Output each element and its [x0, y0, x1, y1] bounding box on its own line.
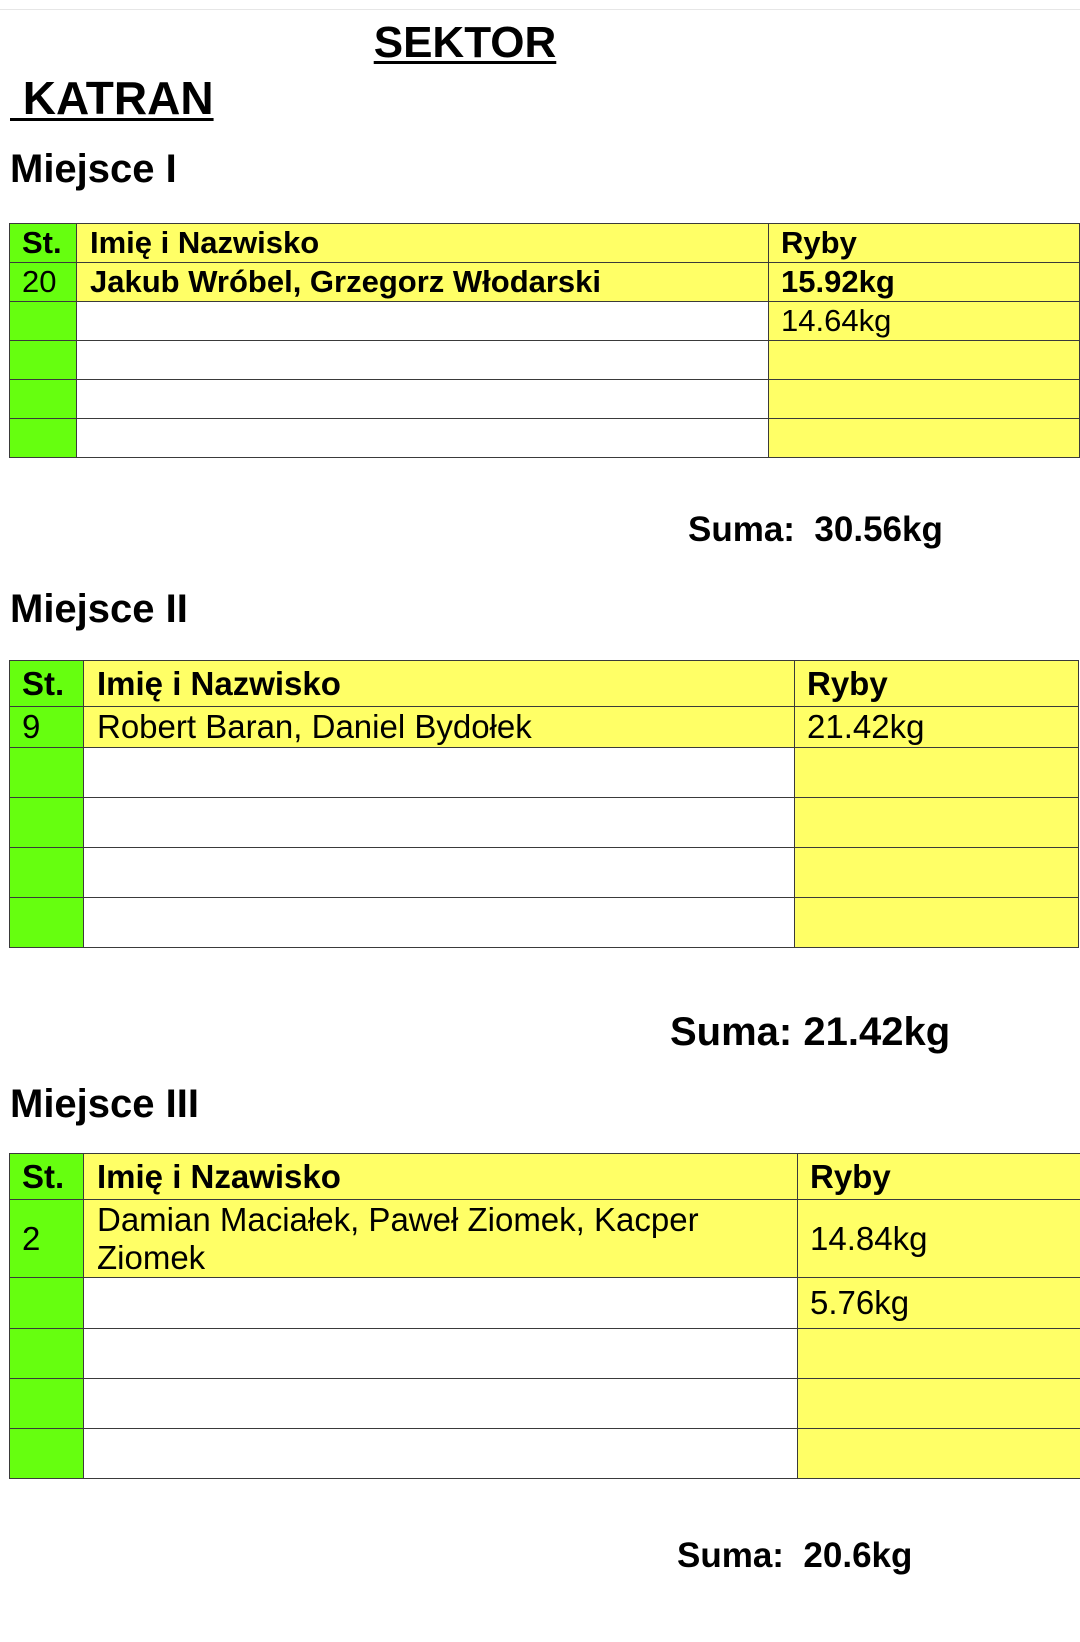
- cell-st: 20: [10, 263, 77, 302]
- cell-fish-empty: [769, 341, 1080, 380]
- cell-st-empty: [10, 419, 77, 458]
- cell-name-empty: [77, 341, 769, 380]
- cell-name-empty: [84, 848, 795, 898]
- table-row-empty: [10, 1329, 1080, 1379]
- cell-name: [84, 1278, 798, 1329]
- table-row-empty: [10, 848, 1079, 898]
- cell-fish: 14.64kg: [769, 302, 1080, 341]
- table-row-empty: [10, 798, 1079, 848]
- cell-fish: 5.76kg: [798, 1278, 1080, 1329]
- cell-st-empty: [10, 848, 84, 898]
- cell-fish-empty: [795, 748, 1079, 798]
- header-st: St.: [10, 1154, 84, 1200]
- sector-name: KATRAN: [10, 72, 214, 124]
- table-row-empty: [10, 341, 1080, 380]
- header-fish: Ryby: [795, 661, 1079, 707]
- cell-name: Robert Baran, Daniel Bydołek: [84, 707, 795, 748]
- table-row-empty: [10, 380, 1080, 419]
- header-fish: Ryby: [769, 224, 1080, 263]
- cell-st-empty: [10, 898, 84, 948]
- header-st: St.: [10, 661, 84, 707]
- table-row: [10, 1278, 1080, 1329]
- place-heading-2: Miejsce II: [10, 587, 188, 631]
- sum-label: Suma:: [670, 1010, 793, 1054]
- cell-st-empty: [10, 341, 77, 380]
- sum-line-2: [670, 1010, 950, 1054]
- table-header-row: [10, 1154, 1080, 1200]
- sum-value: 30.56kg: [814, 510, 943, 549]
- place-heading-3: Miejsce III: [10, 1082, 199, 1126]
- cell-st-empty: [10, 798, 84, 848]
- cell-name-empty: [84, 748, 795, 798]
- table-row: [10, 1200, 1080, 1278]
- cell-st-empty: [10, 1379, 84, 1429]
- sum-line-1: [688, 510, 943, 550]
- sum-label: Suma:: [688, 510, 795, 549]
- header-name: Imię i Nzawisko: [84, 1154, 798, 1200]
- header-st: St.: [10, 224, 77, 263]
- cell-st-empty: [10, 1329, 84, 1379]
- cell-fish-empty: [798, 1429, 1080, 1479]
- table-row: [10, 263, 1080, 302]
- cell-name-empty: [84, 1329, 798, 1379]
- cell-st: 2: [10, 1200, 84, 1278]
- cell-name-empty: [84, 1429, 798, 1479]
- results-table-3: [9, 1153, 1080, 1479]
- cell-st: 9: [10, 707, 84, 748]
- cell-name-empty: [84, 1379, 798, 1429]
- cell-name-empty: [77, 419, 769, 458]
- cell-name: Jakub Wróbel, Grzegorz Włodarski: [77, 263, 769, 302]
- cell-st-empty: [10, 380, 77, 419]
- table-row-empty: [10, 1429, 1080, 1479]
- cell-fish-empty: [769, 380, 1080, 419]
- table-row-empty: [10, 1379, 1080, 1429]
- cell-fish-empty: [795, 898, 1079, 948]
- table-row-empty: [10, 748, 1079, 798]
- sum-value: 20.6kg: [803, 1536, 913, 1575]
- cell-fish: 15.92kg: [769, 263, 1080, 302]
- cell-name-empty: [84, 898, 795, 948]
- cell-name: Damian Maciałek, Paweł Ziomek, Kacper Ziomek: [84, 1200, 798, 1278]
- table-row-empty: [10, 898, 1079, 948]
- cell-st-empty: [10, 1429, 84, 1479]
- header-name: Imię i Nazwisko: [84, 661, 795, 707]
- table-row: [10, 707, 1079, 748]
- header-fish: Ryby: [798, 1154, 1080, 1200]
- cell-fish-empty: [798, 1379, 1080, 1429]
- header-name: Imię i Nazwisko: [77, 224, 769, 263]
- top-divider: [0, 0, 1080, 10]
- cell-name-empty: [77, 380, 769, 419]
- cell-fish-empty: [795, 848, 1079, 898]
- table-row: [10, 302, 1080, 341]
- cell-st: [10, 1278, 84, 1329]
- cell-fish-empty: [798, 1329, 1080, 1379]
- table-row-empty: [10, 419, 1080, 458]
- sum-value: 21.42kg: [803, 1010, 951, 1054]
- results-table-2: [9, 660, 1079, 948]
- cell-name: [77, 302, 769, 341]
- place-heading-1: Miejsce I: [10, 147, 177, 191]
- cell-fish: 21.42kg: [795, 707, 1079, 748]
- sum-line-3: [677, 1536, 912, 1576]
- cell-fish-empty: [769, 419, 1080, 458]
- table-header-row: [10, 224, 1080, 263]
- page-title: SEKTOR: [373, 18, 557, 67]
- cell-name-empty: [84, 798, 795, 848]
- results-table-1: [9, 223, 1080, 458]
- cell-st: [10, 302, 77, 341]
- sum-label: Suma:: [677, 1536, 784, 1575]
- cell-st-empty: [10, 748, 84, 798]
- cell-fish-empty: [795, 798, 1079, 848]
- table-header-row: [10, 661, 1079, 707]
- cell-fish: 14.84kg: [798, 1200, 1080, 1278]
